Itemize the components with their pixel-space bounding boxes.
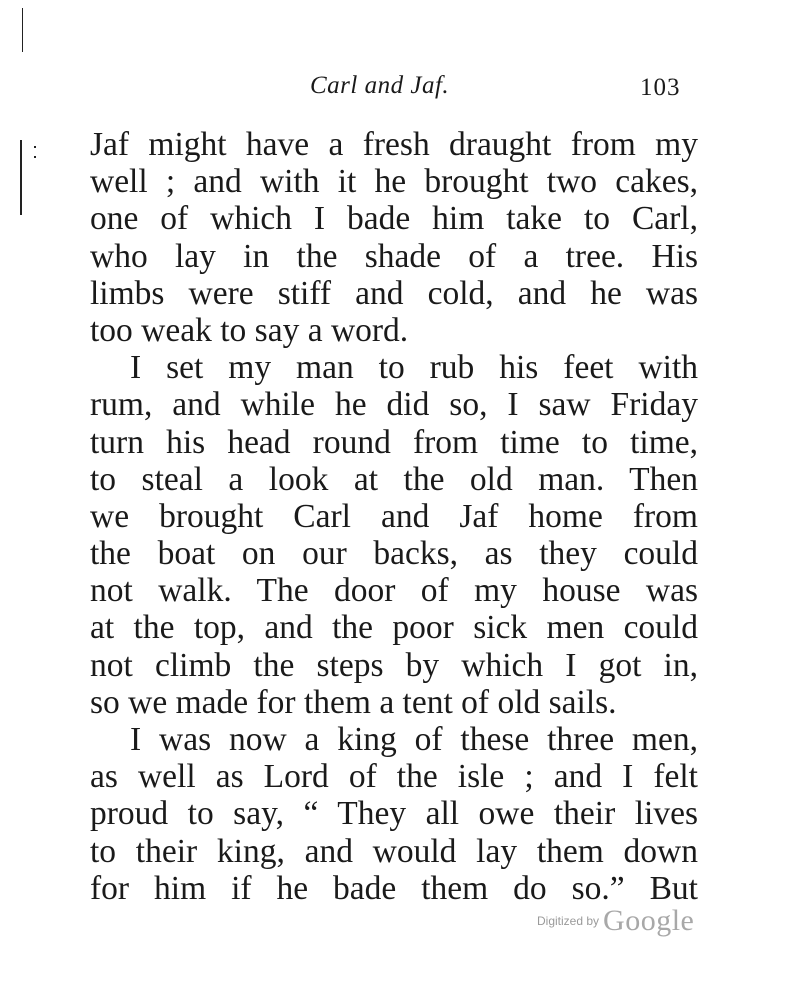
- text-line: Jaf might have a fresh draught from my: [90, 126, 698, 163]
- text-line: turn his head round from time to time,: [90, 423, 698, 461]
- text-line: not climb the steps by which I got in,: [90, 646, 698, 684]
- text-line: as well as Lord of the isle ; and I felt: [90, 758, 698, 796]
- text-line: I was now a king of these three men,: [130, 721, 698, 758]
- body-text: [90, 126, 698, 907]
- page-number: 103: [640, 74, 681, 101]
- text-line: who lay in the shade of a tree. His: [90, 237, 698, 275]
- running-title: Carl and Jaf.: [310, 72, 450, 99]
- text-line: rum, and while he did so, I saw Friday: [90, 386, 698, 424]
- text-line: too weak to say a word.: [90, 311, 409, 349]
- google-watermark: [537, 904, 694, 944]
- text-line: I set my man to rub his feet with: [130, 349, 698, 387]
- scan-mark-middle: [20, 140, 22, 215]
- text-line: to their king, and would lay them down: [90, 832, 698, 870]
- text-line: not walk. The door of my house was: [90, 572, 698, 610]
- text-line: we brought Carl and Jaf home from: [90, 497, 698, 535]
- text-line: limbs were stiff and cold, and he was: [90, 274, 698, 312]
- google-logo: Google: [603, 904, 695, 937]
- running-head: [0, 72, 811, 112]
- text-line: for him if he bade them do so.” But: [90, 869, 698, 907]
- scan-dot-a: [34, 146, 36, 148]
- text-line: well ; and with it he brought two cakes,: [90, 163, 698, 201]
- scan-mark-top: [22, 8, 23, 52]
- text-line: one of which I bade him take to Carl,: [90, 200, 698, 238]
- text-line: the boat on our backs, as they could: [90, 535, 698, 573]
- text-line: so we made for them a tent of old sails.: [90, 683, 617, 721]
- text-line: to steal a look at the old man. Then: [90, 460, 698, 498]
- scan-dot-b: [34, 156, 36, 158]
- watermark-prefix: Digitized by: [537, 914, 600, 928]
- text-line: proud to say, “ They all owe their lives: [90, 795, 698, 833]
- text-line: at the top, and the poor sick men could: [90, 609, 698, 647]
